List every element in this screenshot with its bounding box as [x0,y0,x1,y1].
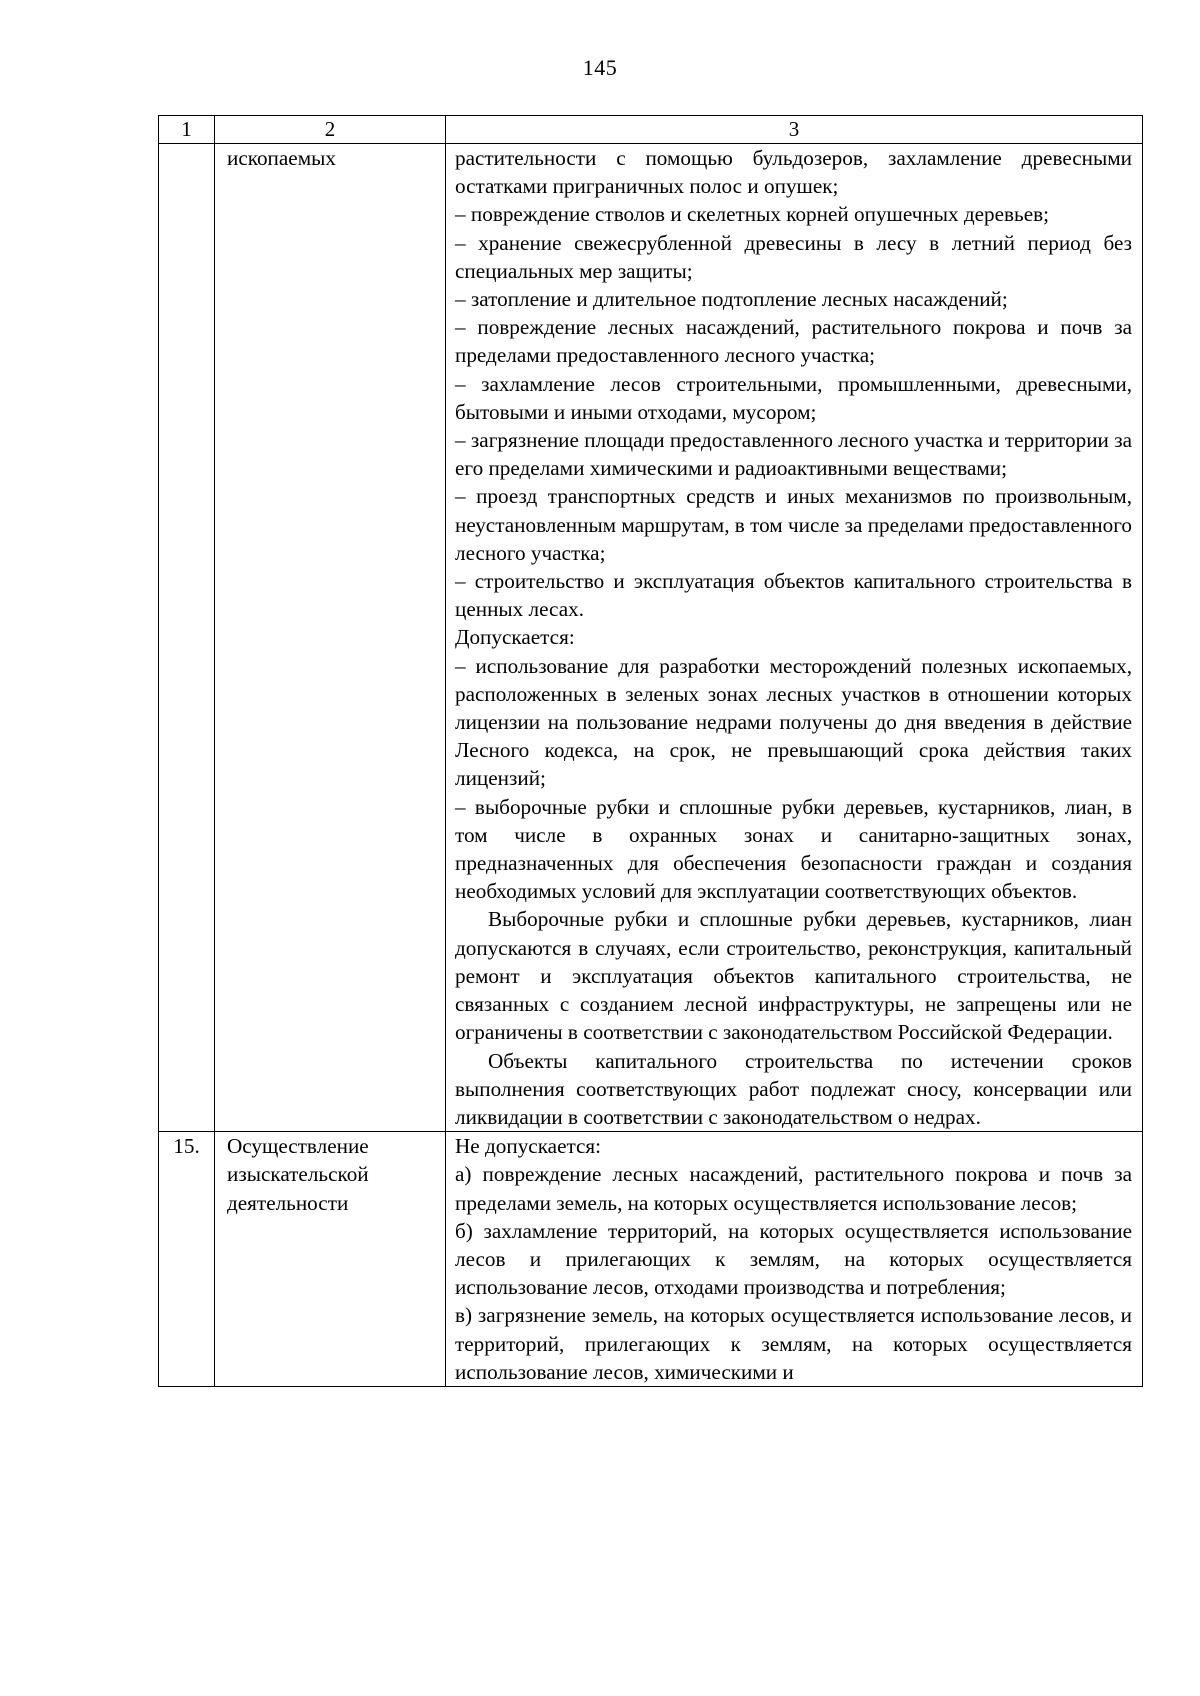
row-number: 15. [173,1134,200,1159]
requirements-cell [446,144,1143,1132]
requirement-paragraph: – захламление лесов строительными, промышленными, древесными, бытовыми и иными отходами, мусором; [455,371,1132,424]
table-body [159,144,1143,1387]
table-row [159,144,1143,1132]
requirement-paragraph: – использование для разработки месторождений полезных ископаемых, расположенных в зеленых зонах лесных участков в отношении которых лицензии на пользование недрами получены до дня введения в действие Лесного кодекса, на срок, не превышающий срока действия таких лицензий; [455,653,1132,791]
requirement-paragraph: растительности с помощью бульдозеров, захламление древесными остатками приграничных полос и опушек; [455,146,1132,199]
requirement-paragraph: – проезд транспортных средств и иных механизмов по произвольным, неустановленным маршрутам, в том числе за пределами предоставленного лесного участка; [455,484,1132,565]
column-header-3: 3 [446,116,1143,144]
requirements-cell [446,1132,1143,1387]
requirement-paragraph: – строительство и эксплуатация объектов капитального строительства в ценных лесах. [455,569,1132,622]
requirement-paragraph: Не допускается: [455,1134,602,1159]
requirement-paragraph: а) повреждение лесных насаждений, растительного покрова и почв за пределами земель, на которых осуществляется использование лесов; [455,1162,1132,1215]
table-header [159,116,1143,144]
table-row [159,1132,1143,1387]
row-number-cell [159,144,215,1132]
requirement-paragraph: в) загрязнение земель, на которых осуществляется использование лесов, и территорий, прилегающих к землям, на которых осуществляется использование лесов, химическими и [455,1303,1132,1384]
regulations-table [158,115,1143,1387]
activity-name: ископаемых [215,144,446,1132]
requirement-paragraph: – загрязнение площади предоставленного лесного участка и территории за его пределами химическими и радиоактивными веществами; [455,428,1132,481]
requirement-paragraph: Допускается: [455,625,575,650]
column-header-1: 1 [159,116,215,144]
requirement-paragraph: – выборочные рубки и сплошные рубки деревьев, кустарников, лиан, в том числе в охранных зонах и санитарно-защитных зонах, предназначенных для обеспечения безопасности граждан и создания необходимых условий для эксплуатации соответствующих объектов. [455,794,1132,904]
row-number-cell [159,1132,215,1387]
header-row [159,116,1143,144]
requirement-paragraph: Объекты капитального строительства по истечении сроков выполнения соответствующих работ подлежат сносу, консервации или ликвидации в соответствии с законодательством о недрах. [455,1048,1132,1129]
page-number: 145 [582,55,618,80]
requirement-paragraph: – затопление и длительное подтопление лесных насаждений; [455,287,1008,312]
activity-name: Осуществление изыскательской деятельности [215,1132,446,1387]
requirement-paragraph: Выборочные рубки и сплошные рубки деревьев, кустарников, лиан допускаются в случаях, если строительство, реконструкция, капитальный ремонт и эксплуатация объектов капитального строительства, не связанных с созданием лесной инфраструктуры, не запрещены или не ограничены в соответствии с законодательством Российской Федерации. [455,907,1132,1045]
requirement-paragraph: – хранение свежесрубленной древесины в лесу в летний период без специальных мер защиты; [455,230,1132,283]
requirement-paragraph: – повреждение стволов и скелетных корней опушечных деревьев; [455,202,1050,227]
column-header-2: 2 [215,116,446,144]
requirement-paragraph: б) захламление территорий, на которых осуществляется использование лесов и прилегающих к землям, на которых осуществляется использование лесов, отходами производства и потребления; [455,1218,1132,1300]
requirement-paragraph: – повреждение лесных насаждений, растительного покрова и почв за пределами предоставленного лесного участка; [455,315,1132,368]
